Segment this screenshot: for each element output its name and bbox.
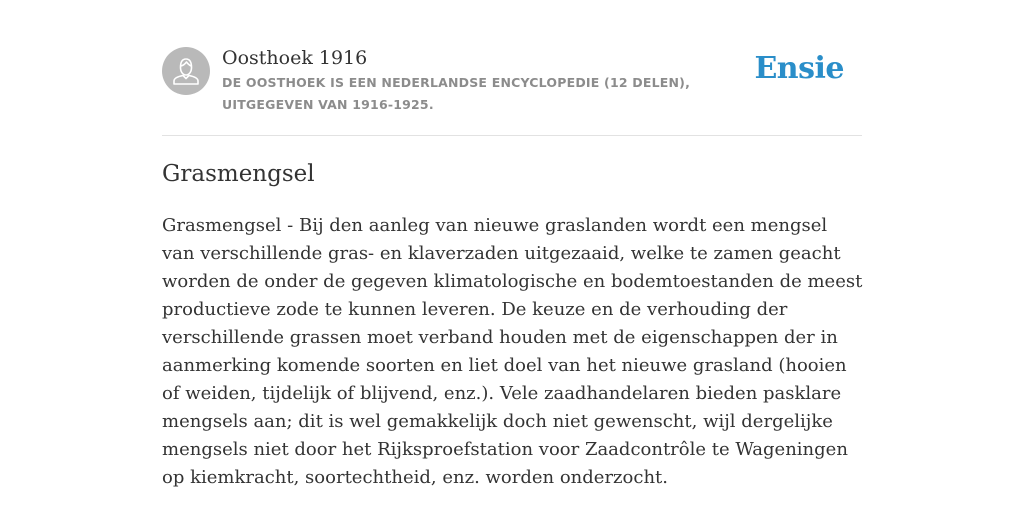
source-header: [162, 46, 862, 116]
entry-title: Grasmengsel: [162, 161, 315, 187]
user-icon: [162, 47, 210, 95]
entry-body: Grasmengsel - Bij den aanleg van nieuwe graslanden wordt een mengsel van verschillende gras- en klaverzaden uitgezaaid, welke te zamen geacht worden de onder de gegeven klimatologische en bodemtoestanden de meest productieve zode te kunnen leveren. De keuze en de verhouding der verschillende grassen moet verband houden met de eigenschappen der in aanmerking komende soorten en liet doel van het nieuwe grasland (hooien of weiden, tijdelijk of blijvend, enz.). Vele zaadhandelaren bieden pasklare mengsels aan; dit is wel gemakkelijk doch niet gewenscht, wijl dergelijke mengsels niet door het Rijksproefstation voor Zaadcontrôle te Wageningen op kiemkracht, soortechtheid, enz. worden onderzocht.: [162, 215, 863, 488]
source-description: DE OOSTHOEK IS EEN NEDERLANDSE ENCYCLOPEDIE (12 DELEN), UITGEGEVEN VAN 1916-1925.: [222, 75, 691, 112]
source-avatar[interactable]: [162, 47, 210, 95]
ensie-logo[interactable]: Ensie: [754, 51, 844, 86]
header-divider: [162, 135, 862, 136]
source-title[interactable]: Oosthoek 1916: [222, 47, 368, 69]
